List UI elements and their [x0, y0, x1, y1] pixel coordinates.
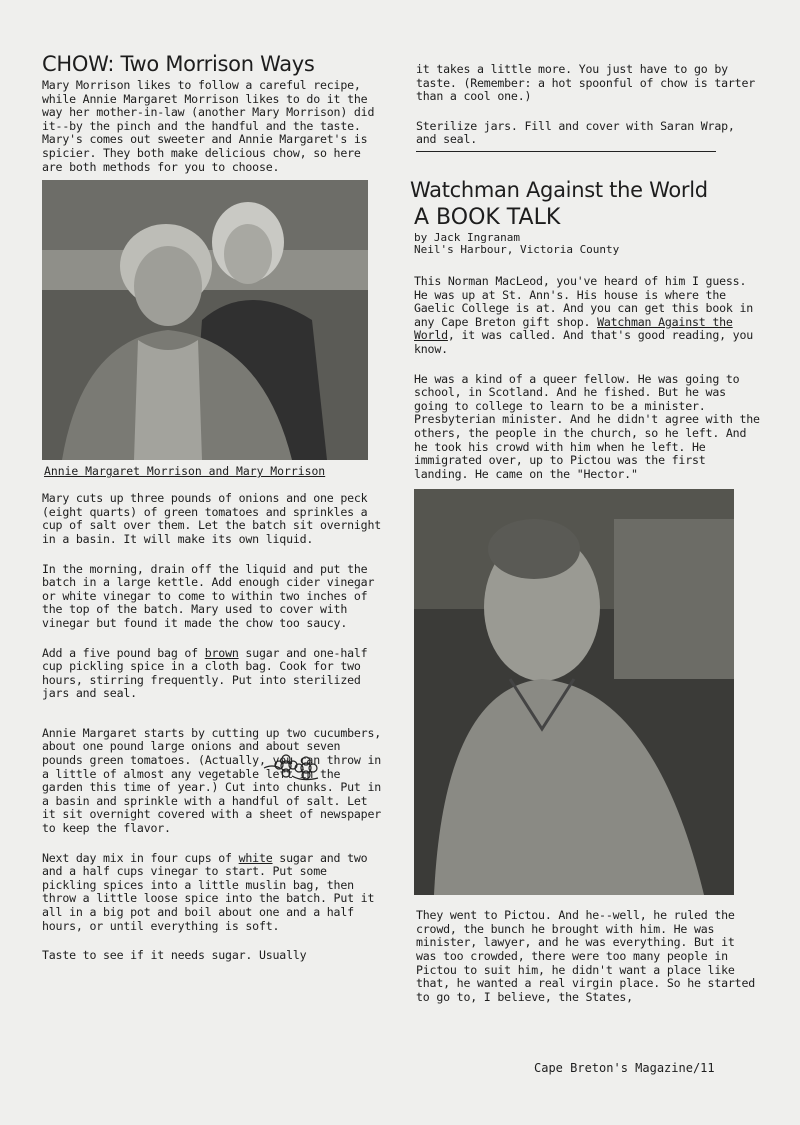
- norman-photo-image: [414, 489, 734, 895]
- chow-continued-1: it takes a little more. You just have to go by taste. (Remember: a hot spoonful of chow is tarter than a cool one.): [416, 62, 756, 104]
- annie-step-1: Annie Margaret starts by cutting up two cucumbers, about one pound large onions and about seven pounds green tomatoes. (Actually, you can throw in a little of almost any vegetable left in the garden this time of year.) Cut into chunks. Put in a basin and sprinkle with a handful of salt. Let it sit overnight covered with a sheet of newspaper to keep the flavor.: [42, 725, 382, 836]
- left-column: [42, 52, 384, 979]
- book-talk-para-3: They went to Pictou. And he--well, he ruled the crowd, the bunch he brought with him. He was minister, lawyer, and he was everything. But it was too crowded, there were too many people in Pictou to suit him, he didn't want a place like that, he wanted a real virgin place. So he started to go to, I believe, the States,: [416, 908, 756, 1004]
- byline: by Jack Ingranam Neil's Harbour, Victoria County: [414, 230, 620, 257]
- book-talk-title: Watchman Against the World: [410, 177, 708, 202]
- book-talk-subtitle: A BOOK TALK: [414, 204, 561, 230]
- flower-ornament-icon: [262, 750, 324, 784]
- mary-step-3: Add a five pound bag of brown sugar and one-half cup pickling spice in a cloth bag. Cook for two hours, stirring frequently. Put into sterilized jars and seal.: [42, 645, 368, 701]
- right-column: [410, 63, 760, 1004]
- photo-caption: Annie Margaret Morrison and Mary Morrison: [44, 464, 326, 479]
- norman-photo: [414, 489, 734, 895]
- chow-intro: Mary Morrison likes to follow a careful recipe, while Annie Margaret Morrison likes to do it the way her mother-in-law (another Mary Morrison) did it--by the pinch and the handful and the taste. Mary's comes out sweeter and Annie Margaret's is spicier. They both make delicious chow, so here are both methods for you to choose.: [42, 78, 375, 174]
- morrison-photo: [42, 180, 368, 460]
- chow-article-title: CHOW: Two Morrison Ways: [42, 52, 315, 76]
- morrison-photo-image: [42, 180, 368, 460]
- page-footer: Cape Breton's Magazine/11: [534, 1061, 715, 1075]
- article-divider: [416, 151, 716, 152]
- book-talk-para-2: He was a kind of a queer fellow. He was going to school, in Scotland. And he fished. But he was going to college to learn to be a minister. Presbyterian minister. And he didn't agree with the others, the people in the church, so he left. And he took his crowd with him when he left. He immigrated over, up to Pictou was the first landing. He came on the "Hector.": [414, 371, 760, 481]
- book-talk-para-1: This Norman MacLeod, you've heard of him I guess. He was up at St. Ann's. His house is where the Gaelic College is at. And you can get this book in any Cape Breton gift shop. Watchman Against the World, it was called. And that's good reading, you know.: [414, 273, 754, 356]
- chow-continued-2: Sterilize jars. Fill and cover with Saran Wrap, and seal.: [416, 118, 735, 147]
- mary-step-1: Mary cuts up three pounds of onions and one peck (eight quarts) of green tomatoes and sprinkles a cup of salt over them. Let the batch sit overnight in a basin. It will make its own liquid.: [42, 491, 382, 546]
- annie-step-2: Next day mix in four cups of white sugar and two and a half cups vinegar to start. Put some pickling spices into a little muslin bag, then throw a little loose spice into the batch. Put it all in a big pot and boil about one and a half hours, or until everything is soft.: [42, 850, 375, 933]
- mary-step-2: In the morning, drain off the liquid and put the batch in a large kettle. Add enough cider vinegar or white vinegar to come to within two inches of the top of the batch. Mary used to cover with vinegar but found it made the chow too saucy.: [42, 561, 375, 630]
- annie-step-3: Taste to see if it needs sugar. Usually: [42, 948, 307, 963]
